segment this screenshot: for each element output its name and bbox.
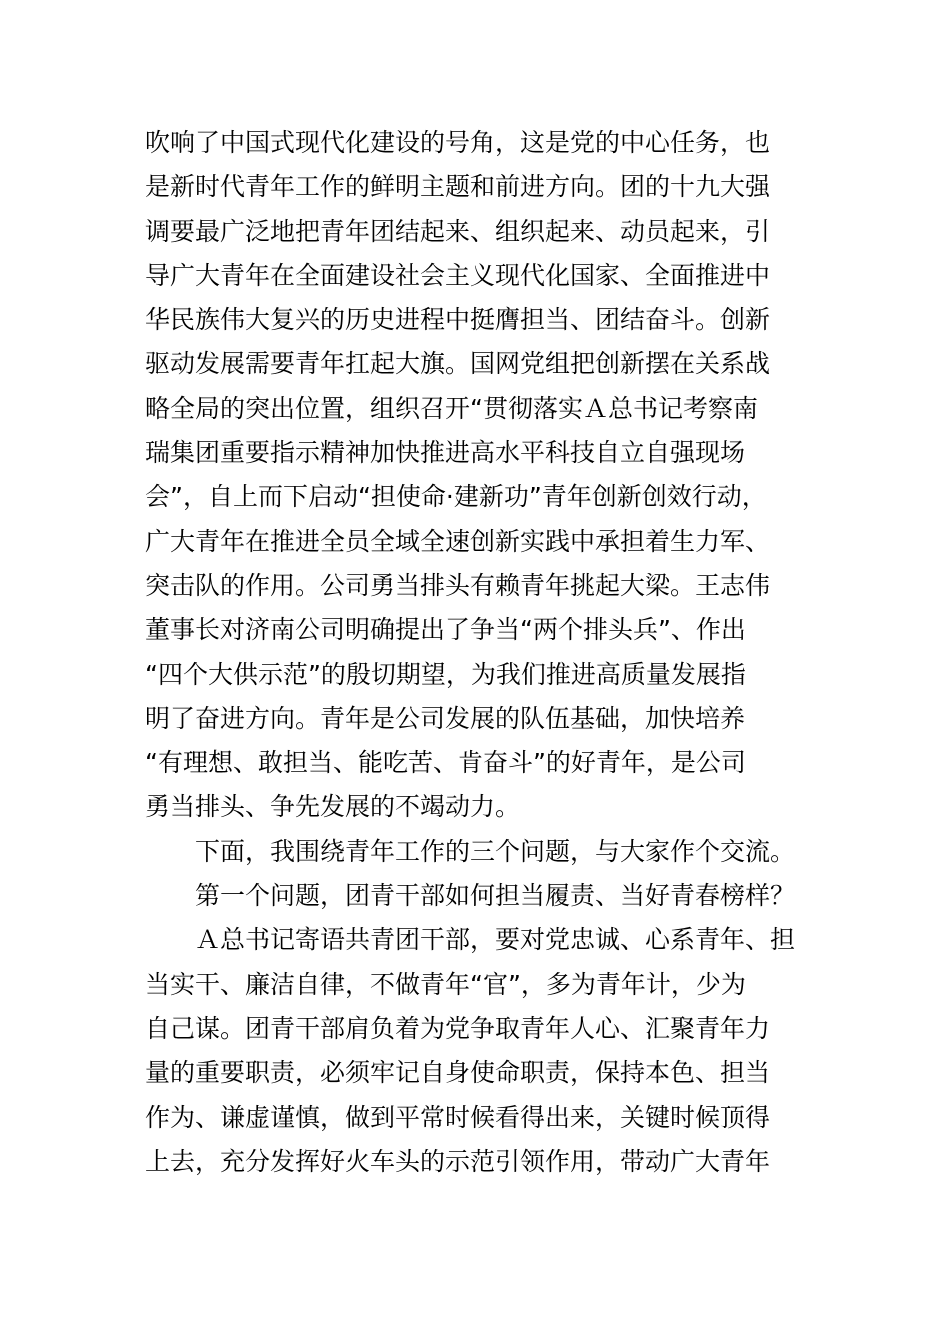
text-line: 是新时代青年工作的鲜明主题和前进方向。团的十九大强 <box>145 172 771 202</box>
text-line: 会”，自上而下启动“担使命·建新功”青年创新创效行动， <box>145 482 767 512</box>
text-line: 明了奋进方向。青年是公司发展的队伍基础，加快培养 <box>145 703 746 733</box>
text-line: 上去，充分发挥好火车头的示范引领作用，带动广大青年 <box>145 1146 771 1176</box>
text-line: 量的重要职责，必须牢记自身使命职责，保持本色、担当 <box>145 1058 771 1088</box>
text-line: 略全局的突出位置，组织召开“贯彻落实Ａ总书记考察南 <box>145 393 758 423</box>
text-line: 华民族伟大复兴的历史进程中挺膺担当、团结奋斗。创新 <box>145 305 771 335</box>
text-line: 驱动发展需要青年扛起大旗。国网党组把创新摆在关系战 <box>145 349 771 379</box>
text-line: 吹响了中国式现代化建设的号角，这是党的中心任务，也 <box>145 128 771 157</box>
text-line: 广大青年在推进全员全域全速创新实践中承担着生力军、 <box>145 526 771 556</box>
text-line: 瑞集团重要指示精神加快推进高水平科技自立自强现场 <box>145 438 746 468</box>
text-line: 勇当排头、争先发展的不竭动力。 <box>145 792 521 822</box>
paragraph-start-line: 下面，我围绕青年工作的三个问题，与大家作个交流。 <box>195 836 796 866</box>
paragraph-start-line: Ａ总书记寄语共青团干部，要对党忠诚、心系青年、担 <box>195 925 796 955</box>
text-line: 自己谋。团青干部肩负着为党争取青年人心、汇聚青年力 <box>145 1013 771 1043</box>
text-line: “四个大供示范”的殷切期望，为我们推进高质量发展指 <box>145 659 746 689</box>
text-line: 突击队的作用。公司勇当排头有赖青年挑起大梁。王志伟 <box>145 570 771 600</box>
text-line: 作为、谦虚谨慎，做到平常时候看得出来，关键时候顶得 <box>145 1102 771 1132</box>
body-text <box>145 121 825 1184</box>
section-heading-line: 第一个问题，团青干部如何担当履责、当好青春榜样？ <box>195 881 796 911</box>
text-line: 董事长对济南公司明确提出了争当“两个排头兵”、作出 <box>145 615 746 645</box>
text-line: 当实干、廉洁自律，不做青年“官”，多为青年计，少为 <box>145 969 746 999</box>
text-line: 调要最广泛地把青年团结起来、组织起来、动员起来，引 <box>145 216 771 246</box>
text-line: “有理想、敢担当、能吃苦、肯奋斗”的好青年，是公司 <box>145 748 746 778</box>
text-line: 导广大青年在全面建设社会主义现代化国家、全面推进中 <box>145 260 771 290</box>
